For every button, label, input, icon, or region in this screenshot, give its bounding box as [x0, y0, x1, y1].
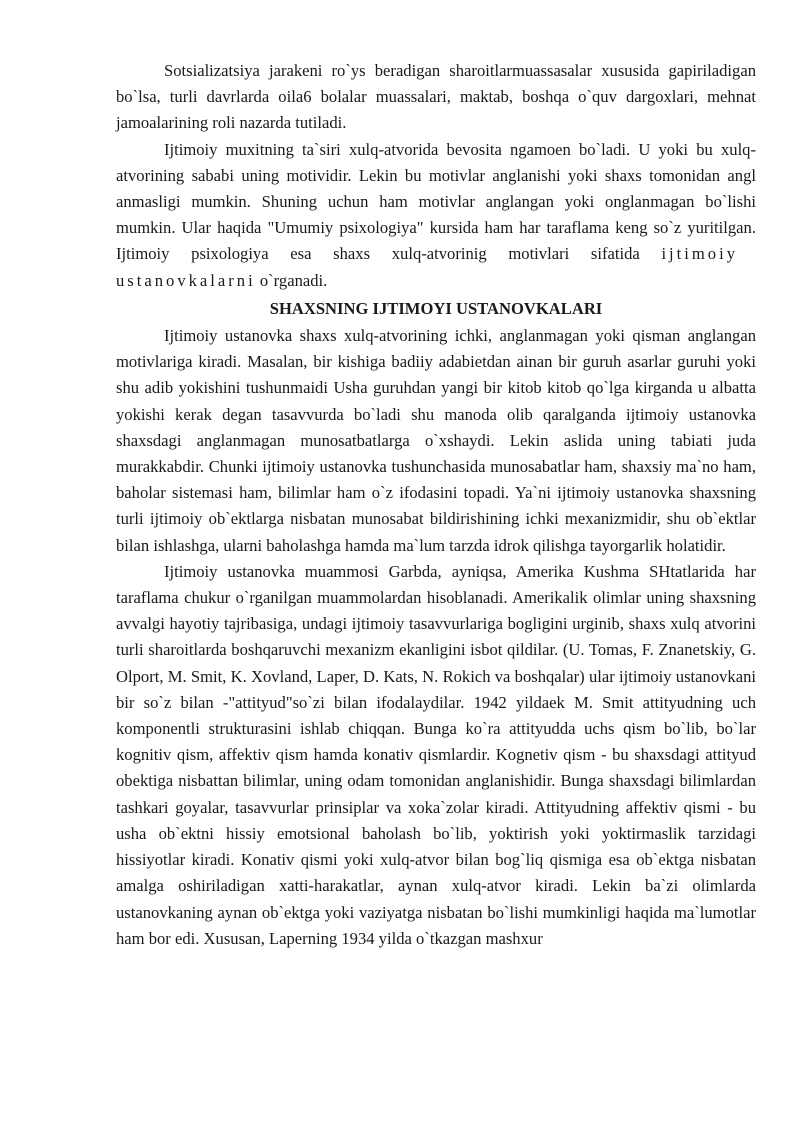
spaced-phrase-ustanovkalarni: ustanovkalarni [116, 270, 256, 290]
paragraph-social-environment-end: o`rganadi. [259, 270, 328, 290]
paragraph-social-environment-text: Ijtimoiy muxitning ta`siri xulq-atvorida bevosita ngamoen bo`ladi. U yoki bu xulq-atvorining sababi uning motividir. Lekin bu motivlar anglanishi yoki shaxs tomonidan angl anmasligi mumkin. Shuning uchun ham motivlar anglangan yoki onglanmagan bo`lishi mumkin. Ular haqida "Umumiy psixologiya" kursida ham har taraflama keng so`z yuritilgan. Ijtimoiy psixologiya esa shaxs xulq-atvorinig motivlari sifatida [116, 139, 756, 264]
paragraph-social-attitude: Ijtimoiy ustanovka shaxs xulq-atvorining ichki, anglanmagan yoki qisman anglangan motivlariga kiradi. Masalan, bir kishiga badiiy adabietdan ainan bir guruh asarlar guruhi yoki shu adib yokishini tushunmaidi Usha guruhdan yangi bir kitob kitob qo`lga kirganda u albatta yokishi kerak degan tasavvurda bo`ladi shu manoda olib qaralganda ijtimoiy ustanovka shaxsdagi anglanmagan munosatbatlarga o`xshaydi. Lekin aslida uning tabiati juda murakkabdir. Chunki ijtimoiy ustanovka tushunchasida munosabatlar ham, shaxsiy ma`no ham, baholar sistemasi ham, bilimlar ham o`z ifodasini topadi. Ya`ni ijtimoiy ustanovka shaxsning turli ijtimoiy ob`ektlarga nisbatan munosabat bildirishining ichki mexanizmidir, shu ob`ektlar bilan ishlashga, ularni baholashga hamda ma`lum tarzda idrok qilishga tayorgarlik holatidir. [116, 326, 756, 555]
section-heading: SHAXSNING IJTIMOYI USTANOVKALARI [269, 298, 603, 318]
paragraph-attitude-research: Ijtimoiy ustanovka muammosi Garbda, ayniqsa, Amerika Kushma SHtatlarida har taraflama chukur o`rganilgan muammolardan hisoblanadi. Amerikalik olimlar uning shaxsning avvalgi hayotiy tajribasiga, undagi ijtimoiy tasavvurlariga bogligini urginib, shaxs xulq atvorini turli sharoitlarda boshqaruvchi mexanizm ekanligini isbot qildilar. (U. Tomas, F. Znanetskiy, G. Olport, M. Smit, K. Xovland, Laper, D. Kats, N. Rokich va boshqalar) ular ijtimoiy ustanovkani bir so`z bilan -"attityud"so`zi bilan ifodalaydilar. 1942 yildaek M. Smit attityudning uch komponentli strukturasini ishlab chiqqan. Bunga ko`ra attityudda uchs qism bo`lib, bo`lar kognitiv qism, affektiv qism hamda konativ qismlardir. Kognetiv qism - bu shaxsdagi attityud obektiga nisbattan bilimlar, uning odam tomonidan anglanishidir. Bunga shaxsdagi bilimlardan tashkari goyalar, tasavvurlar prinsiplar va xoka`zolar kiradi. Attityudning affektiv qismi - bu usha ob`ektni hissiy emotsional baholash bo`lib, yoktirish yoki yoktirmaslik tarzidagi hissiyotlar kiradi. Konativ qismi yoki xulq-atvor bilan bog`liq qismiga esa ob`ektga nisbatan amalga oshiriladigan xatti-harakatlar, aynan xulq-atvor kiradi. Lekin ba`zi olimlarda ustanovkaning aynan ob`ektga yoki vaziyatga nisbatan bo`lishi mumkinligi haqida ma`lumotlar ham bor edi. Xususan, Laperning 1934 yilda o`tkazgan mashxur [116, 561, 756, 948]
paragraph-socialization: Sotsializatsiya jarakeni ro`ys beradigan sharoitlarmuassasalar xususida gapiriladigan bo`lsa, turli davrlarda oila6 bolalar muassalari, maktab, boshqa o`quv dargoxlari, mehnat jamoalarining roli nazarda tutiladi. [116, 61, 756, 133]
paragraph-social-environment [116, 137, 756, 294]
spaced-phrase-ijtimoiy: ijtimoiy [661, 244, 738, 264]
